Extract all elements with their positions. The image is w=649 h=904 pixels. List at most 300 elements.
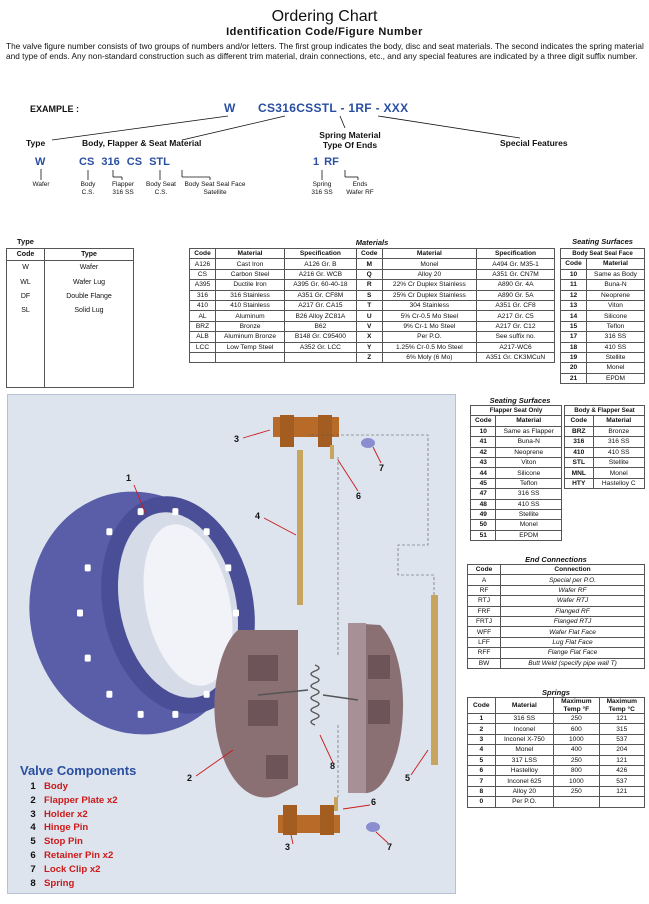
materials-cell: X xyxy=(356,332,382,342)
end-connections-cell: Wafer RTJ xyxy=(501,596,645,606)
materials-cell: 1.25% Cr-0.5 Mo Steel xyxy=(382,342,476,352)
materials-cell: 5% Cr-0.5 Mo Steel xyxy=(382,311,476,321)
end-connections-title: End Connections xyxy=(525,555,587,564)
materials-cell: U xyxy=(356,311,382,321)
seating-flapper-cell: Neoprene xyxy=(496,447,562,457)
seating-seal-table-body xyxy=(561,269,645,383)
seating-body-flapper-cell: Stellite xyxy=(593,457,644,467)
end-connections-row xyxy=(468,637,645,647)
seating-seal-cell: Same as Body xyxy=(587,269,645,279)
materials-cell: A395 xyxy=(190,280,216,290)
breakdown-w: W xyxy=(35,156,46,168)
seating-flapper-row xyxy=(471,489,562,499)
springs-cell: 6 xyxy=(468,765,496,775)
seating-flapper-table xyxy=(470,405,562,541)
seating-body-flapper-cell: 410 SS xyxy=(593,447,644,457)
type-code-cell: W xyxy=(7,261,45,275)
seating-seal-cell: 17 xyxy=(561,332,587,342)
springs-cell: Hastelloy xyxy=(495,765,554,775)
end-connections-header-cell: Connection xyxy=(501,565,645,575)
springs-cell: Inconel 625 xyxy=(495,776,554,786)
seating-seal-cell: 21 xyxy=(561,373,587,383)
materials-cell: Per P.O. xyxy=(382,332,476,342)
end-connections-table xyxy=(467,564,645,669)
header-special-features: Special Features xyxy=(500,138,568,148)
seating-seal-row xyxy=(561,280,645,290)
valve-component-label: Lock Clip x2 xyxy=(44,863,101,875)
seating-seal-cell: Viton xyxy=(587,300,645,310)
hinge-pin-part xyxy=(297,450,303,605)
materials-cell: Bronze xyxy=(216,321,285,331)
type-filler-cell xyxy=(7,318,45,387)
end-connections-cell: A xyxy=(468,575,501,585)
materials-title: Materials xyxy=(355,238,389,247)
materials-cell: CS xyxy=(190,269,216,279)
springs-cell: Inconel X-750 xyxy=(495,734,554,744)
seating-seal-row xyxy=(561,321,645,331)
header-body-flapper-seat: Body, Flapper & Seat Material xyxy=(82,138,202,148)
bolt-hole xyxy=(138,711,144,718)
callout-3-top: 3 xyxy=(234,434,240,444)
valve-component-number: 8 xyxy=(30,877,36,889)
materials-cell xyxy=(190,352,216,362)
materials-header-cell: Specification xyxy=(285,249,357,259)
materials-cell: LCC xyxy=(190,342,216,352)
page-subtitle: Identification Code/Figure Number xyxy=(226,26,423,38)
materials-cell: Cast Iron xyxy=(216,259,285,269)
materials-row xyxy=(190,352,555,362)
example-code-w: W xyxy=(224,101,236,115)
materials-cell: V xyxy=(356,321,382,331)
end-connections-cell: Butt Weld (specify pipe wall T) xyxy=(501,658,645,668)
valve-component-number: 5 xyxy=(30,836,36,848)
springs-row xyxy=(468,765,645,775)
springs-cell: 1000 xyxy=(554,734,599,744)
type-table-filler xyxy=(7,318,134,387)
materials-cell: 316 Stainless xyxy=(216,290,285,300)
materials-cell: B62 xyxy=(285,321,357,331)
seating-flapper-title: Seating Surfaces xyxy=(489,396,551,405)
valve-component-item xyxy=(22,850,113,861)
seating-flapper-row xyxy=(471,499,562,509)
type-code-cell: DF xyxy=(7,289,45,303)
springs-header-cell: Material xyxy=(495,698,554,714)
valve-component-item xyxy=(22,878,74,889)
type-code-cell: SL xyxy=(7,304,45,318)
end-connections-table-body xyxy=(468,575,645,669)
valve-component-label: Retainer Pin x2 xyxy=(44,850,114,861)
valve-component-label: Hinge Pin xyxy=(44,822,89,834)
breakdown-spring-ends: 1 RF xyxy=(313,156,339,168)
bolt-hole xyxy=(233,610,239,617)
callout-7-bottom: 7 xyxy=(387,842,393,852)
seating-seal-cell: Silicone xyxy=(587,311,645,321)
springs-cell: 400 xyxy=(554,745,599,755)
bolt-hole xyxy=(172,711,178,718)
springs-row xyxy=(468,724,645,734)
seating-flapper-cell: Teflon xyxy=(496,478,562,488)
lock-clip-bottom xyxy=(366,822,380,832)
materials-cell: Carbon Steel xyxy=(216,269,285,279)
seating-seal-title: Seating Surfaces xyxy=(572,237,633,246)
valve-exploded-diagram xyxy=(8,395,457,895)
bolt-hole xyxy=(138,508,144,515)
caption-body-seat: Body Seat C.S. xyxy=(146,181,176,196)
springs-header-cell: Maximum Temp °C xyxy=(599,698,644,714)
end-connections-header-row xyxy=(468,565,645,575)
end-connections-row xyxy=(468,658,645,668)
springs-cell: 4 xyxy=(468,745,496,755)
caption-seal-face: Body Seat Seal Face Satellite xyxy=(184,181,246,196)
seating-body-flapper-row xyxy=(565,447,645,457)
seating-body-flapper-table-body xyxy=(565,426,645,488)
springs-row xyxy=(468,745,645,755)
springs-cell: 800 xyxy=(554,765,599,775)
valve-illustration-panel xyxy=(7,394,456,894)
valve-component-item xyxy=(22,809,88,820)
seating-flapper-cell: 50 xyxy=(471,520,496,530)
seating-body-flapper-cell: STL xyxy=(565,457,594,467)
seating-body-flapper-cell: 316 SS xyxy=(593,437,644,447)
seating-body-flapper-row xyxy=(565,437,645,447)
seating-body-flapper-row xyxy=(565,478,645,488)
seating-seal-subtitle: Body Seat Seal Face xyxy=(561,249,645,259)
end-connections-row xyxy=(468,616,645,626)
seating-flapper-cell: 48 xyxy=(471,499,496,509)
callout-6-top: 6 xyxy=(356,491,362,501)
springs-header-cell: Code xyxy=(468,698,496,714)
header-spring-type-ends: Spring Material Type Of Ends xyxy=(319,130,381,150)
materials-header-cell: Code xyxy=(190,249,216,259)
seating-body-flapper-cell: MNL xyxy=(565,468,594,478)
end-connections-cell: Wafer Flat Face xyxy=(501,627,645,637)
end-connections-header-cell: Code xyxy=(468,565,501,575)
materials-cell: Aluminum Bronze xyxy=(216,332,285,342)
springs-cell: 8 xyxy=(468,786,496,796)
springs-cell: 316 SS xyxy=(495,714,554,724)
seating-flapper-cell: 41 xyxy=(471,437,496,447)
materials-cell: Aluminum xyxy=(216,311,285,321)
materials-cell: 22% Cr Duplex Stainless xyxy=(382,280,476,290)
end-connections-cell: FRF xyxy=(468,606,501,616)
bolt-hole xyxy=(225,564,231,571)
seating-flapper-row xyxy=(471,457,562,467)
seating-seal-header-cell: Material xyxy=(587,259,645,269)
seating-flapper-cell: 51 xyxy=(471,530,496,540)
springs-cell: 2 xyxy=(468,724,496,734)
valve-component-label: Stop Pin xyxy=(44,836,83,848)
materials-cell: T xyxy=(356,300,382,310)
springs-cell: 3 xyxy=(468,734,496,744)
end-connections-row xyxy=(468,606,645,616)
seating-body-flapper-header-cell: Code xyxy=(565,416,594,426)
materials-cell: See suffix no. xyxy=(477,332,555,342)
springs-table-body xyxy=(468,714,645,808)
materials-row xyxy=(190,290,555,300)
caption-body: Body C.S. xyxy=(80,181,96,196)
materials-row xyxy=(190,280,555,290)
type-table-row xyxy=(7,289,134,303)
seating-seal-row xyxy=(561,332,645,342)
end-connections-cell: Lug Flat Face xyxy=(501,637,645,647)
springs-cell: 250 xyxy=(554,755,599,765)
materials-cell: A494 Gr. M35-1 xyxy=(477,259,555,269)
bolt-hole xyxy=(204,691,210,698)
valve-component-item xyxy=(22,822,88,833)
materials-cell: 6% Moly (6 Mo) xyxy=(382,352,476,362)
seating-flapper-row xyxy=(471,437,562,447)
end-connections-cell: RTJ xyxy=(468,596,501,606)
end-connections-cell: Flange Flat Face xyxy=(501,648,645,658)
end-connections-cell: Special per P.O. xyxy=(501,575,645,585)
end-connections-cell: Flanged RTJ xyxy=(501,616,645,626)
callout-5: 5 xyxy=(405,773,411,783)
seating-seal-cell: 316 SS xyxy=(587,332,645,342)
seating-body-flapper-cell: Bronze xyxy=(593,426,644,436)
end-connections-row xyxy=(468,575,645,585)
springs-row xyxy=(468,786,645,796)
materials-table xyxy=(189,248,555,363)
seating-flapper-cell: 316 SS xyxy=(496,489,562,499)
end-connections-cell: WFF xyxy=(468,627,501,637)
type-filler-cell xyxy=(45,318,134,387)
materials-cell: A216 Gr. WCB xyxy=(285,269,357,279)
seating-flapper-subtitle: Flapper Seat Only xyxy=(471,406,562,416)
materials-cell xyxy=(285,352,357,362)
seating-flapper-cell: 43 xyxy=(471,457,496,467)
materials-header-cell: Material xyxy=(382,249,476,259)
materials-cell: R xyxy=(356,280,382,290)
seating-body-flapper-cell: 410 xyxy=(565,447,594,457)
valve-components-title: Valve Components xyxy=(20,763,137,778)
springs-row xyxy=(468,797,645,807)
materials-cell: 9% Cr-1 Mo Steel xyxy=(382,321,476,331)
seating-seal-table xyxy=(560,248,645,384)
materials-cell: A890 Gr. 5A xyxy=(477,290,555,300)
valve-component-item xyxy=(22,864,101,875)
materials-cell: Alloy 20 xyxy=(382,269,476,279)
seating-flapper-cell: EPDM xyxy=(496,530,562,540)
page-title: Ordering Chart xyxy=(271,8,378,25)
callout-4: 4 xyxy=(255,511,261,521)
seating-body-flapper-row xyxy=(565,426,645,436)
seating-body-flapper-cell: HTY xyxy=(565,478,594,488)
end-connections-cell: LFF xyxy=(468,637,501,647)
materials-cell: M xyxy=(356,259,382,269)
materials-cell: A351 Gr. CN7M xyxy=(477,269,555,279)
lock-clip-top xyxy=(361,438,375,448)
materials-cell: A352 Gr. LCC xyxy=(285,342,357,352)
seating-seal-cell: Teflon xyxy=(587,321,645,331)
materials-row xyxy=(190,269,555,279)
type-table xyxy=(6,248,134,388)
seating-seal-row xyxy=(561,300,645,310)
materials-cell: A217 Gr. C12 xyxy=(477,321,555,331)
springs-cell: 1 xyxy=(468,714,496,724)
seating-flapper-cell: Monel xyxy=(496,520,562,530)
springs-cell: Alloy 20 xyxy=(495,786,554,796)
materials-cell: Q xyxy=(356,269,382,279)
seating-seal-row xyxy=(561,342,645,352)
springs-cell: 537 xyxy=(599,734,644,744)
seating-flapper-row xyxy=(471,520,562,530)
end-connections-cell: FRTJ xyxy=(468,616,501,626)
seating-body-flapper-cell: Monel xyxy=(593,468,644,478)
holder-top-part xyxy=(273,415,339,447)
bolt-hole xyxy=(106,528,112,535)
example-label: EXAMPLE : xyxy=(30,104,80,114)
seating-body-flapper-header-cell: Material xyxy=(593,416,644,426)
seating-seal-cell: 20 xyxy=(561,363,587,373)
seating-seal-cell: EPDM xyxy=(587,373,645,383)
seating-seal-cell: Stellite xyxy=(587,352,645,362)
valve-component-item xyxy=(22,795,118,806)
materials-row xyxy=(190,259,555,269)
materials-cell: A351 Gr. CK3MCuN xyxy=(477,352,555,362)
materials-cell: S xyxy=(356,290,382,300)
materials-cell: A217 Gr. C5 xyxy=(477,311,555,321)
seating-seal-cell: Buna-N xyxy=(587,280,645,290)
seating-seal-cell: 13 xyxy=(561,300,587,310)
materials-cell: A351 Gr. CF8M xyxy=(285,290,357,300)
seating-body-flapper-cell: 316 xyxy=(565,437,594,447)
seating-seal-cell: 14 xyxy=(561,311,587,321)
springs-cell: 1000 xyxy=(554,776,599,786)
valve-component-number: 3 xyxy=(30,808,36,820)
end-connections-cell: RFF xyxy=(468,648,501,658)
seating-flapper-cell: Stellite xyxy=(496,509,562,519)
springs-cell: 204 xyxy=(599,745,644,755)
retainer-pin-top xyxy=(330,445,334,459)
springs-cell: 5 xyxy=(468,755,496,765)
seating-flapper-cell: Silicone xyxy=(496,468,562,478)
springs-cell: 121 xyxy=(599,714,644,724)
springs-cell: 121 xyxy=(599,755,644,765)
seating-seal-header-cell: Code xyxy=(561,259,587,269)
callout-7-top: 7 xyxy=(379,463,385,473)
materials-row xyxy=(190,311,555,321)
end-connections-cell: Flanged RF xyxy=(501,606,645,616)
materials-cell: Monel xyxy=(382,259,476,269)
seating-seal-cell: Neoprene xyxy=(587,290,645,300)
bolt-hole xyxy=(77,610,83,617)
valve-component-number: 7 xyxy=(30,863,36,875)
seating-flapper-row xyxy=(471,530,562,540)
end-connections-row xyxy=(468,585,645,595)
type-table-row xyxy=(7,261,134,275)
materials-header-cell: Code xyxy=(356,249,382,259)
end-connections-row xyxy=(468,627,645,637)
seating-body-flapper-row xyxy=(565,468,645,478)
seating-flapper-cell: 47 xyxy=(471,489,496,499)
seating-body-flapper-row xyxy=(565,457,645,467)
bolt-hole xyxy=(204,528,210,535)
seating-flapper-cell: Viton xyxy=(496,457,562,467)
seating-seal-row xyxy=(561,311,645,321)
seating-flapper-cell: 42 xyxy=(471,447,496,457)
materials-cell: Low Temp Steel xyxy=(216,342,285,352)
springs-cell: 600 xyxy=(554,724,599,734)
materials-cell: 25% Cr Duplex Stainless xyxy=(382,290,476,300)
type-code-cell: WL xyxy=(7,275,45,289)
seating-seal-cell: 12 xyxy=(561,290,587,300)
seating-seal-row xyxy=(561,269,645,279)
valve-component-label: Flapper Plate x2 xyxy=(44,794,118,806)
flapper-plate-left xyxy=(214,630,298,798)
materials-cell xyxy=(216,352,285,362)
seating-flapper-cell: Same as Flapper xyxy=(496,426,562,436)
seating-flapper-row xyxy=(471,468,562,478)
end-connections-cell: BW xyxy=(468,658,501,668)
seating-flapper-table-body xyxy=(471,426,562,540)
type-name-cell: Wafer Lug xyxy=(72,278,106,286)
seating-flapper-row xyxy=(471,478,562,488)
valve-component-number: 1 xyxy=(30,781,36,792)
callout-8: 8 xyxy=(330,761,336,771)
header-type: Type xyxy=(26,138,46,148)
valve-component-item xyxy=(22,836,83,847)
materials-cell: 304 Stainless xyxy=(382,300,476,310)
materials-cell: B26 Alloy ZC81A xyxy=(285,311,357,321)
seating-flapper-header-row xyxy=(471,416,562,426)
end-connections-row xyxy=(468,596,645,606)
example-connector-lines xyxy=(0,0,649,200)
seating-body-flapper-subtitle: Body & Flapper Seat xyxy=(565,406,645,416)
seating-seal-row xyxy=(561,373,645,383)
materials-row xyxy=(190,321,555,331)
springs-header-row xyxy=(468,698,645,714)
type-table-row xyxy=(7,304,134,318)
seating-flapper-row xyxy=(471,509,562,519)
seating-seal-cell: 19 xyxy=(561,352,587,362)
seating-seal-cell: 11 xyxy=(561,280,587,290)
springs-cell: Per P.O. xyxy=(495,797,554,807)
seating-seal-cell: 410 SS xyxy=(587,342,645,352)
valve-component-number: 6 xyxy=(30,850,36,861)
springs-row xyxy=(468,734,645,744)
seating-body-flapper-header-row xyxy=(565,416,645,426)
bolt-hole xyxy=(172,508,178,515)
springs-cell: Inconel xyxy=(495,724,554,734)
materials-cell: Y xyxy=(356,342,382,352)
callout-2: 2 xyxy=(187,773,193,783)
end-connections-cell: Wafer RF xyxy=(501,585,645,595)
seating-seal-row xyxy=(561,352,645,362)
end-connections-row xyxy=(468,648,645,658)
type-name-cell: Double Flange xyxy=(66,293,112,301)
materials-row xyxy=(190,300,555,310)
materials-cell: Z xyxy=(356,352,382,362)
springs-cell xyxy=(554,797,599,807)
holder-bottom-part xyxy=(278,805,340,835)
materials-cell: B148 Gr. C95400 xyxy=(285,332,357,342)
valve-component-number: 2 xyxy=(30,794,36,806)
seating-flapper-cell: 410 SS xyxy=(496,499,562,509)
materials-header-cell: Material xyxy=(216,249,285,259)
type-name-cell: Wafer xyxy=(79,264,99,272)
type-col-code: Code xyxy=(7,249,45,261)
seating-body-flapper-cell: Hastelloy C xyxy=(593,478,644,488)
springs-row xyxy=(468,714,645,724)
materials-cell: 410 Stainless xyxy=(216,300,285,310)
springs-row xyxy=(468,776,645,786)
springs-cell: 121 xyxy=(599,786,644,796)
callout-3-bottom: 3 xyxy=(285,842,291,852)
materials-cell: A217-WC6 xyxy=(477,342,555,352)
seating-flapper-cell: 10 xyxy=(471,426,496,436)
caption-spring: Spring 316 SS xyxy=(311,181,333,196)
caption-flapper: Flapper 316 SS xyxy=(111,181,135,196)
